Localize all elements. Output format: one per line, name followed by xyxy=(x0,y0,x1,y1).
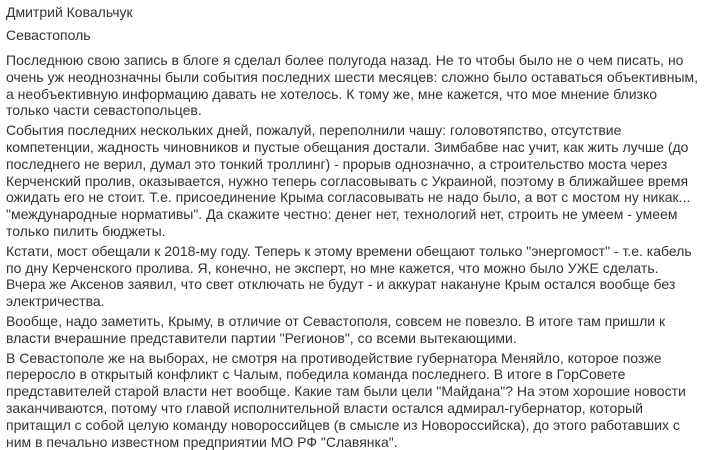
text-line: Кстати, мост обещали к 2018-му году. Теперь к этому времени обещают только "энергомост" - т.е. кабель xyxy=(6,242,692,259)
text-line: компетенции, жадность чиновников и пустые обещания достали. Зимбабве нас учит, как жить лучше (до xyxy=(6,138,689,155)
text-line: а необъективную информацию давать не хотелось. К тому же, мне кажется, что мое мнение близко xyxy=(6,85,658,102)
paragraph-2 xyxy=(6,122,711,240)
text-line: представителей старой власти нет вообще. Какие там были цели "Майдана"? На этом хорошие новости xyxy=(6,383,686,400)
text-line: только части севастопольцев. xyxy=(6,102,202,119)
text-line: Керченский пролив, оказывается, нужно теперь согласовывать с Украиной, поэтому в ближайшее время xyxy=(6,172,689,189)
paragraph-3 xyxy=(6,243,711,310)
text-line: заканчиваются, потому что главой исполнительной власти остался адмирал-губернатор, который xyxy=(6,399,643,416)
text-line: В Севастополе же на выборах, не смотря на противодействие губернатора Меняйло, которое позже xyxy=(6,349,662,366)
text-line: Последнюю свою запись в блоге я сделал более полугода назад. Не то чтобы было не о чем писать, но xyxy=(6,52,684,68)
text-line: власти вчерашние представители партии "Регионов", со всеми вытекающими. xyxy=(6,329,517,346)
paragraph-5 xyxy=(6,350,711,450)
text-line: только пилить бюджеты. xyxy=(6,222,166,239)
post-author: Дмитрий Ковальчук xyxy=(6,4,133,20)
text-line: "международные нормативы". Да скажите честно: денег нет, технологий нет, строить не умеем - умеем xyxy=(6,206,678,223)
text-line: по дну Керченского пролива. Я, конечно, не эксперт, но мне кажется, что можно было УЖЕ сделать. xyxy=(6,259,659,276)
text-line: Вообще, надо заметить, Крыму, в отличие от Севастополя, совсем не повезло. В итоге там пришли к xyxy=(6,312,666,329)
text-line: последнего не верил, думал это тонкий троллинг) - прорыв однозначно, а строительство моста через xyxy=(6,155,668,172)
text-line: электричества. xyxy=(6,293,105,310)
post-location: Севастополь xyxy=(6,27,91,43)
text-line: ним в печально известном предприятии МО РФ "Славянка". xyxy=(6,433,398,450)
text-line: ожидать его не стоит. Т.е. присоединение Крыма согласовывать не надо было, а вот с мостом ну никак... xyxy=(6,189,691,206)
paragraph-1 xyxy=(6,52,711,119)
text-line: переросло в открытый конфликт с Чалым, победила команда последнего. В итоге в ГорСовете xyxy=(6,366,626,383)
text-line: очень уж неоднозначны были события последних шести месяцев: сложно было оставаться объективным, xyxy=(6,68,699,85)
text-line: Вчера же Аксенов заявил, что свет отключать не будут - и аккурат накануне Крым остался вообще без xyxy=(6,276,676,293)
paragraph-4 xyxy=(6,313,711,347)
text-line: притащил с собой целую команду новороссийцев (в смысле из Новороссийска), до этого работавших с xyxy=(6,416,680,433)
text-line: События последних нескольких дней, пожалуй, переполнили чашу: головотяпство, отсутствие xyxy=(6,122,622,139)
